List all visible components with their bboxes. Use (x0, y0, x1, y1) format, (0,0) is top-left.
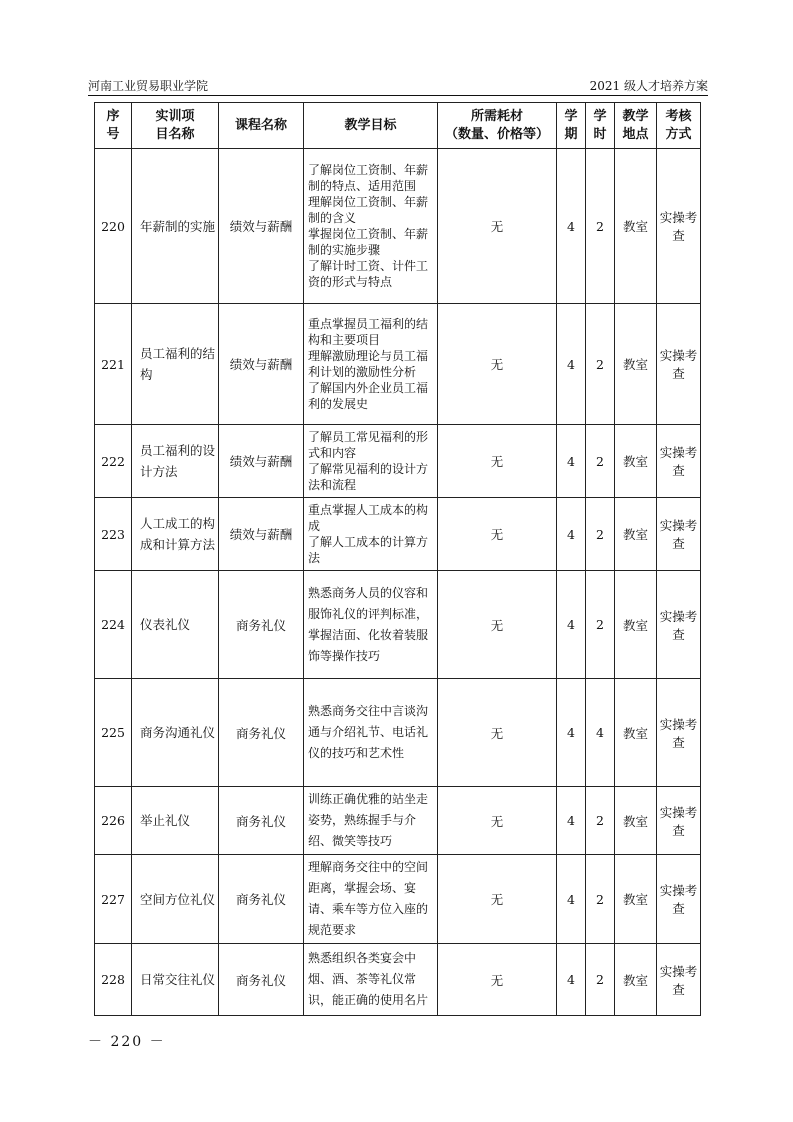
assessment: 实操考查 (657, 787, 701, 855)
hours: 2 (586, 149, 615, 304)
teaching-goal: 了解岗位工资制、年薪制的特点、适用范围 理解岗位工资制、年薪制的含义 掌握岗位工资制、年薪制的实施步骤 了解计时工资、计件工资的形式与特点 (304, 149, 438, 304)
table-row (95, 855, 701, 944)
term: 4 (557, 571, 586, 679)
course-name: 商务礼仪 (219, 787, 304, 855)
place: 教室 (615, 944, 657, 1016)
place: 教室 (615, 498, 657, 571)
consumables: 无 (438, 787, 557, 855)
project-name: 仪表礼仪 (132, 571, 219, 679)
col-course: 课程名称 (219, 103, 304, 149)
hours: 2 (586, 855, 615, 944)
col-place: 教学 地点 (615, 103, 657, 149)
term: 4 (557, 425, 586, 498)
teaching-goal: 了解员工常见福利的形式和内容 了解常见福利的设计方法和流程 (304, 425, 438, 498)
teaching-goal: 重点掌握人工成本的构成 了解人工成本的计算方法 (304, 498, 438, 571)
col-no: 序 号 (95, 103, 132, 149)
assessment: 实操考查 (657, 425, 701, 498)
assessment: 实操考查 (657, 149, 701, 304)
hours: 2 (586, 787, 615, 855)
teaching-goal: 熟悉组织各类宴会中烟、酒、茶等礼仪常识，能正确的使用名片 (304, 944, 438, 1016)
hours: 2 (586, 571, 615, 679)
table-row (95, 304, 701, 425)
consumables: 无 (438, 679, 557, 787)
term: 4 (557, 855, 586, 944)
table-row (95, 787, 701, 855)
course-name: 绩效与薪酬 (219, 498, 304, 571)
col-goal: 教学目标 (304, 103, 438, 149)
project-name: 空间方位礼仪 (132, 855, 219, 944)
assessment: 实操考查 (657, 571, 701, 679)
course-name: 绩效与薪酬 (219, 304, 304, 425)
table-row (95, 679, 701, 787)
place: 教室 (615, 304, 657, 425)
assessment: 实操考查 (657, 304, 701, 425)
table-row (95, 571, 701, 679)
hours: 2 (586, 425, 615, 498)
term: 4 (557, 149, 586, 304)
place: 教室 (615, 855, 657, 944)
row-number: 220 (95, 149, 132, 304)
course-name: 绩效与薪酬 (219, 149, 304, 304)
row-number: 222 (95, 425, 132, 498)
row-number: 224 (95, 571, 132, 679)
place: 教室 (615, 787, 657, 855)
col-assess: 考核 方式 (657, 103, 701, 149)
course-name: 商务礼仪 (219, 855, 304, 944)
row-number: 221 (95, 304, 132, 425)
course-name: 商务礼仪 (219, 944, 304, 1016)
teaching-goal: 重点掌握员工福利的结构和主要项目 理解激励理论与员工福利计划的激励性分析 了解国内外企业员工福利的发展史 (304, 304, 438, 425)
hours: 2 (586, 498, 615, 571)
row-number: 227 (95, 855, 132, 944)
col-hours: 学 时 (586, 103, 615, 149)
consumables: 无 (438, 304, 557, 425)
plan-title: 2021 级人才培养方案 (589, 79, 708, 93)
term: 4 (557, 679, 586, 787)
course-name: 绩效与薪酬 (219, 425, 304, 498)
header-rule (88, 95, 708, 96)
row-number: 226 (95, 787, 132, 855)
project-name: 年薪制的实施 (132, 149, 219, 304)
consumables: 无 (438, 425, 557, 498)
consumables: 无 (438, 149, 557, 304)
col-consumables: 所需耗材 （数量、价格等） (438, 103, 557, 149)
assessment: 实操考查 (657, 855, 701, 944)
col-project: 实训项 目名称 (132, 103, 219, 149)
course-name: 商务礼仪 (219, 571, 304, 679)
place: 教室 (615, 149, 657, 304)
term: 4 (557, 787, 586, 855)
place: 教室 (615, 571, 657, 679)
consumables: 无 (438, 571, 557, 679)
table-header-row (95, 103, 701, 149)
term: 4 (557, 944, 586, 1016)
term: 4 (557, 304, 586, 425)
assessment: 实操考查 (657, 679, 701, 787)
consumables: 无 (438, 498, 557, 571)
table-row (95, 149, 701, 304)
hours: 2 (586, 944, 615, 1016)
page-header (88, 78, 708, 94)
teaching-goal: 训练正确优雅的站坐走姿势，熟练握手与介绍、微笑等技巧 (304, 787, 438, 855)
project-name: 人工成工的构成和计算方法 (132, 498, 219, 571)
assessment: 实操考查 (657, 944, 701, 1016)
hours: 4 (586, 679, 615, 787)
row-number: 228 (95, 944, 132, 1016)
assessment: 实操考查 (657, 498, 701, 571)
consumables: 无 (438, 944, 557, 1016)
consumables: 无 (438, 855, 557, 944)
place: 教室 (615, 679, 657, 787)
project-name: 日常交往礼仪 (132, 944, 219, 1016)
project-name: 举止礼仪 (132, 787, 219, 855)
row-number: 223 (95, 498, 132, 571)
col-term: 学 期 (557, 103, 586, 149)
row-number: 225 (95, 679, 132, 787)
project-name: 员工福利的结构 (132, 304, 219, 425)
teaching-goal: 熟悉商务交往中言谈沟通与介绍礼节、电话礼仪的技巧和艺术性 (304, 679, 438, 787)
course-name: 商务礼仪 (219, 679, 304, 787)
training-table (94, 102, 701, 1016)
project-name: 员工福利的设计方法 (132, 425, 219, 498)
table-row (95, 498, 701, 571)
project-name: 商务沟通礼仪 (132, 679, 219, 787)
table-row (95, 944, 701, 1016)
hours: 2 (586, 304, 615, 425)
school-name: 河南工业贸易职业学院 (88, 79, 209, 93)
term: 4 (557, 498, 586, 571)
teaching-goal: 理解商务交往中的空间距离，掌握会场、宴请、乘车等方位入座的规范要求 (304, 855, 438, 944)
teaching-goal: 熟悉商务人员的仪容和服饰礼仪的评判标准，掌握洁面、化妆着装服饰等操作技巧 (304, 571, 438, 679)
page-number: － 220 － (88, 1034, 166, 1050)
table-row (95, 425, 701, 498)
place: 教室 (615, 425, 657, 498)
